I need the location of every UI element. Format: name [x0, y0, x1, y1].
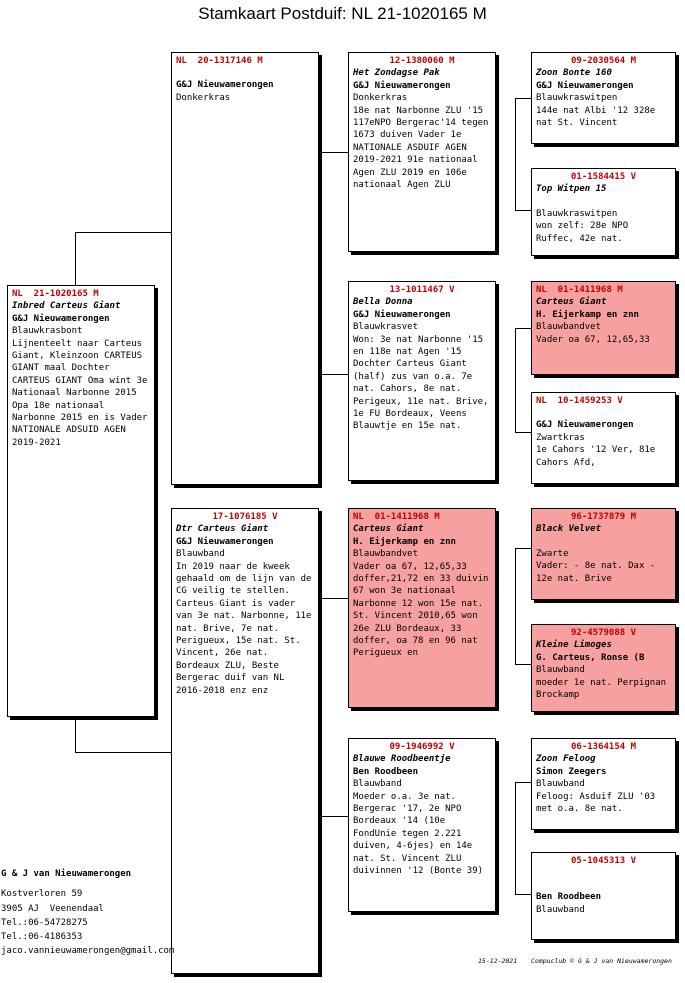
connector-line [515, 782, 516, 894]
ring-number: NL 01-1411968 M [353, 512, 440, 522]
ring-number: 09-2030564 M [570, 56, 637, 66]
connector-line [75, 232, 76, 285]
notes: won zelf: 28e NPO Ruffec, 42e nat. [536, 221, 629, 244]
pigeon-name: Zoon Bonte 160 [536, 68, 612, 79]
connector-line [515, 548, 516, 664]
ring-number: NL 10-1459253 V [536, 396, 623, 406]
color: Blauwband [353, 779, 402, 790]
ring-number: 01-1584415 V [570, 172, 637, 182]
color: Blauwkraswitpen [536, 208, 618, 219]
color: Blauwkrasbont [12, 326, 83, 337]
pigeon-card-mother-father[interactable] [348, 508, 496, 708]
pigeon-name: Carteus Giant [353, 524, 424, 535]
pigeon-card-mff[interactable] [531, 508, 676, 600]
pigeon-name: Carteus Giant [536, 297, 607, 308]
connector-line [515, 98, 516, 210]
ring-number: 06-1364154 M [570, 742, 637, 752]
ring-number: NL 01-1411968 M [536, 285, 623, 295]
pigeon-card-ffm[interactable] [531, 168, 676, 256]
pigeon-name: Zoon Feloog [536, 754, 596, 765]
notes: Vader: - 8e nat. Dax - 12e nat. Brive [536, 561, 656, 584]
owner: Simon Zeegers [536, 766, 607, 777]
connector-line [319, 598, 320, 816]
owner: G&J Nieuwamerongen [536, 80, 634, 91]
connector-line [515, 664, 531, 665]
color: Blauwkrasvet [353, 322, 419, 333]
notes: moeder 1e nat. Perpignan Brockamp [536, 677, 667, 701]
ring-number: 92-4579088 V [570, 628, 637, 638]
address-street: Kostverloren 59 [1, 889, 83, 899]
connector-line [319, 374, 348, 375]
connector-line [515, 894, 531, 895]
connector-line [319, 598, 348, 599]
notes: In 2019 naar de kweek gehaald om de lijn van de CG veilig te stellen. Carteus Giant is vader van 3e nat. Narbonne, 11e nat. Brive, 7e nat. Perigueux, 15e nat. St. Vincent, 26e nat. Bordeaux ZLU, Beste Bergerac duif van NL 2016-2018 enz enz [176, 561, 312, 696]
connector-line [515, 432, 531, 433]
pigeon-card-father[interactable] [171, 52, 319, 485]
connector-line [515, 328, 531, 329]
owner: G&J Nieuwamerongen [353, 309, 451, 320]
connector-line [75, 717, 76, 753]
owner: G&J Nieuwamerongen [12, 313, 110, 324]
ring-number: 17-1076185 V [212, 512, 278, 522]
owner: G&J Nieuwamerongen [176, 536, 274, 547]
owner: Ben Roodbeen [536, 892, 602, 903]
color: Blauwband [536, 665, 585, 676]
ring-number: 05-1045313 V [570, 856, 637, 866]
pigeon-name: Kleine Limoges [536, 640, 612, 651]
owner: G&J Nieuwamerongen [176, 80, 274, 91]
ring-number: NL 20-1317146 M [176, 56, 263, 66]
connector-line [515, 782, 531, 783]
color: Blauwband [536, 779, 585, 790]
connector-line [515, 98, 531, 99]
notes: Vader oa 67, 12,65,33 [536, 334, 650, 345]
color: Blauwbandvet [536, 322, 602, 333]
color: Zwartkras [536, 432, 585, 443]
owner: H. Eijerkamp en znn [353, 536, 456, 547]
pigeon-name: Black Velvet [536, 524, 602, 535]
pigeon-card-father-mother[interactable] [348, 281, 496, 481]
connector-line [75, 232, 171, 233]
phone-2: Tel.:06-4186353 [1, 932, 83, 942]
address-city: 3905 AJ Veenendaal [1, 904, 104, 914]
print-date: 15-12-2021 [478, 957, 518, 965]
notes: 1e Cahors '12 Ver, 81e Cahors Afd, [536, 445, 656, 468]
breeder-name: G & J van Nieuwamerongen [1, 869, 132, 879]
pigeon-card-mother-mother[interactable] [348, 738, 496, 912]
pigeon-card-fff[interactable] [531, 52, 676, 144]
pigeon-card-mmm[interactable] [531, 852, 676, 940]
connector-line [515, 210, 531, 211]
color: Zwarte [536, 548, 569, 559]
notes: Feloog: Asduif ZLU '03 met o.a. 8e nat. [536, 791, 656, 815]
ring-number: 13-1011467 V [389, 285, 455, 295]
connector-line [319, 152, 348, 153]
color: Blauwkraswitpen [536, 93, 618, 104]
notes: Lijnenteelt naar Carteus Giant, Kleinzoon CARTEUS GIANT maal Dochter CARTEUS GIANT Oma wint 3e Nationaal Narbonne 2015 Opa 18e nationaal Narbonne 2015 en is Vader NATIONALE ADSUID AGEN 2019-2021 [12, 338, 148, 448]
pigeon-card-father-father[interactable] [348, 52, 496, 252]
pigeon-name: Het Zondagse Pak [353, 68, 440, 79]
pigeon-name: Inbred Carteus Giant [12, 301, 121, 312]
owner: H. Eijerkamp en znn [536, 309, 639, 320]
pigeon-name: Dtr Carteus Giant [176, 524, 269, 535]
pigeon-name: Blauwe Roodbeentje [353, 754, 451, 765]
connector-line [319, 816, 348, 817]
notes: 144e nat Albi '12 328e nat St. Vincent [536, 105, 656, 129]
phone-1: Tel.:06-54728275 [1, 918, 88, 928]
pigeon-card-mfm[interactable] [531, 624, 676, 712]
owner: G. Carteus, Ronse (B [536, 652, 645, 663]
email: jaco.vannieuwamerongen@gmail.com [1, 946, 175, 956]
notes: Won: 3e nat Narbonne '15 en 118e nat Agen '15 Dochter Carteus Giant (half) zus van o.a. 7e nat. Cahors, 8e nat. Perigeux, 11e nat. Brive, 1e FU Bordeaux, Veens Blauwtje en 15e nat. [353, 334, 489, 432]
color: Blauwbandvet [353, 549, 419, 560]
connector-line [515, 328, 516, 432]
ring-number: 96-1737879 M [570, 512, 637, 522]
owner: G&J Nieuwamerongen [353, 80, 451, 91]
connector-line [515, 548, 531, 549]
page-title: Stamkaart Postduif: NL 21-1020165 M [198, 4, 487, 23]
pigeon-card-subject[interactable] [7, 285, 155, 717]
connector-line [319, 152, 320, 374]
pigeon-name: Top Witpen 15 [536, 184, 607, 195]
credit-line: Compuclub © G & J van Nieuwamerongen [531, 957, 672, 965]
color: Donkerkras [353, 93, 408, 104]
pigeon-card-fmf[interactable] [531, 281, 676, 375]
ring-number: 09-1946992 V [389, 742, 455, 752]
pigeon-card-fmm[interactable] [531, 392, 676, 484]
notes: Vader oa 67, 12,65,33 doffer,21,72 en 33 duivin 67 won 3e nationaal Narbonne 12 won 15e nat. St. Vincent 2010,65 won 26e ZLU Bordeaux, 33 doffer, oa 78 en 96 nat Perigueux en [353, 561, 489, 659]
color: Blauwband [176, 549, 225, 560]
pigeon-name: Bella Donna [353, 297, 413, 308]
owner: G&J Nieuwamerongen [536, 420, 634, 431]
ring-number: 12-1380060 M [389, 56, 455, 66]
notes: 18e nat Narbonne ZLU '15 117eNPO Bergerac'14 tegen 1673 duiven Vader 1e NATIONALE ASDUIF AGEN 2019-2021 91e nationaal Agen ZLU 2019 en 106e nationaal Agen ZLU [353, 105, 489, 191]
pigeon-card-mmf[interactable] [531, 738, 676, 830]
owner: Ben Roodbeen [353, 766, 419, 777]
color: Blauwband [536, 904, 585, 915]
color: Donkerkras [176, 92, 231, 103]
connector-line [75, 752, 171, 753]
ring-number: NL 21-1020165 M [12, 289, 99, 299]
pigeon-card-mother[interactable] [171, 508, 319, 974]
notes: Moeder o.a. 3e nat. Bergerac '17, 2e NPO Bordeaux '14 (10e FondUnie tegen 2.221 duiven, 4-6jes) en 14e nat. St. Vincent ZLU duivinnen '12 (Bonte 39) [353, 791, 484, 877]
